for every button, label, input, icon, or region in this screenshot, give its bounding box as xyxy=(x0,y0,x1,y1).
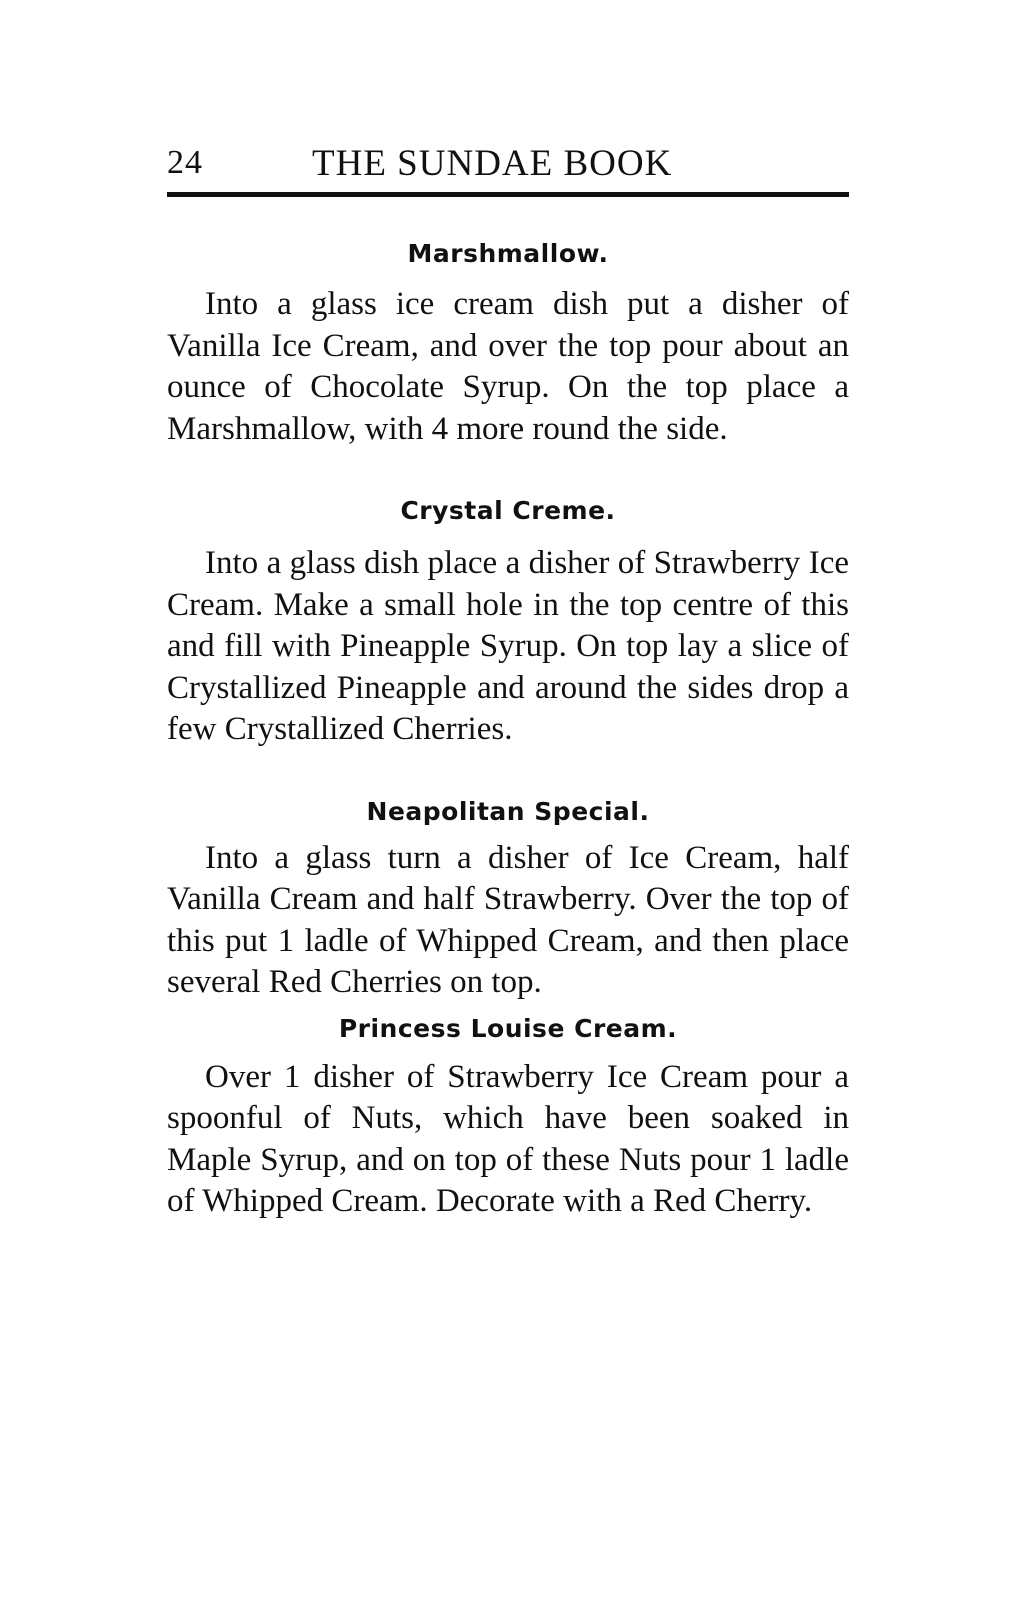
recipe-princess-louise-cream xyxy=(167,1014,849,1223)
recipe-body: Over 1 disher of Strawberry Ice Cream pour a spoonful of Nuts, which have been soaked in Maple Syrup, and on top of these Nuts pour 1 ladle of Whipped Cream. Decorate with a Red Cherry. xyxy=(167,1058,849,1219)
recipe-title: Princess Louise Cream. xyxy=(338,1013,678,1043)
header-rule xyxy=(167,192,849,197)
recipe-title: Crystal Creme. xyxy=(400,496,616,525)
recipe-crystal-creme xyxy=(167,496,849,751)
recipe-title: Neapolitan Special. xyxy=(366,796,650,826)
recipe-marshmallow xyxy=(167,239,849,450)
book-page xyxy=(167,140,849,1223)
recipe-title: Marshmallow. xyxy=(407,239,609,268)
book-title: THE SUNDAE BOOK xyxy=(312,143,673,184)
recipe-body: Into a glass ice cream dish put a disher of Vanilla Ice Cream, and over the top pour about an ounce of Chocolate Syrup. On the top place a Marshmallow, with 4 more round the side. xyxy=(167,286,849,447)
recipe-body: Into a glass turn a disher of Ice Cream, half Vanilla Cream and half Strawberry. Over the top of this put 1 ladle of Whipped Cream, and then place several Red Cherries on top. xyxy=(167,839,849,1000)
recipe-neapolitan-special xyxy=(167,797,849,1004)
recipe-body: Into a glass dish place a disher of Strawberry Ice Cream. Make a small hole in the top centre of this and fill with Pineapple Syrup. On top lay a slice of Crystallized Pineapple and around the sides drop a few Crystallized Cherries. xyxy=(167,545,849,747)
page-number: 24 xyxy=(167,144,203,181)
running-head xyxy=(167,140,849,192)
